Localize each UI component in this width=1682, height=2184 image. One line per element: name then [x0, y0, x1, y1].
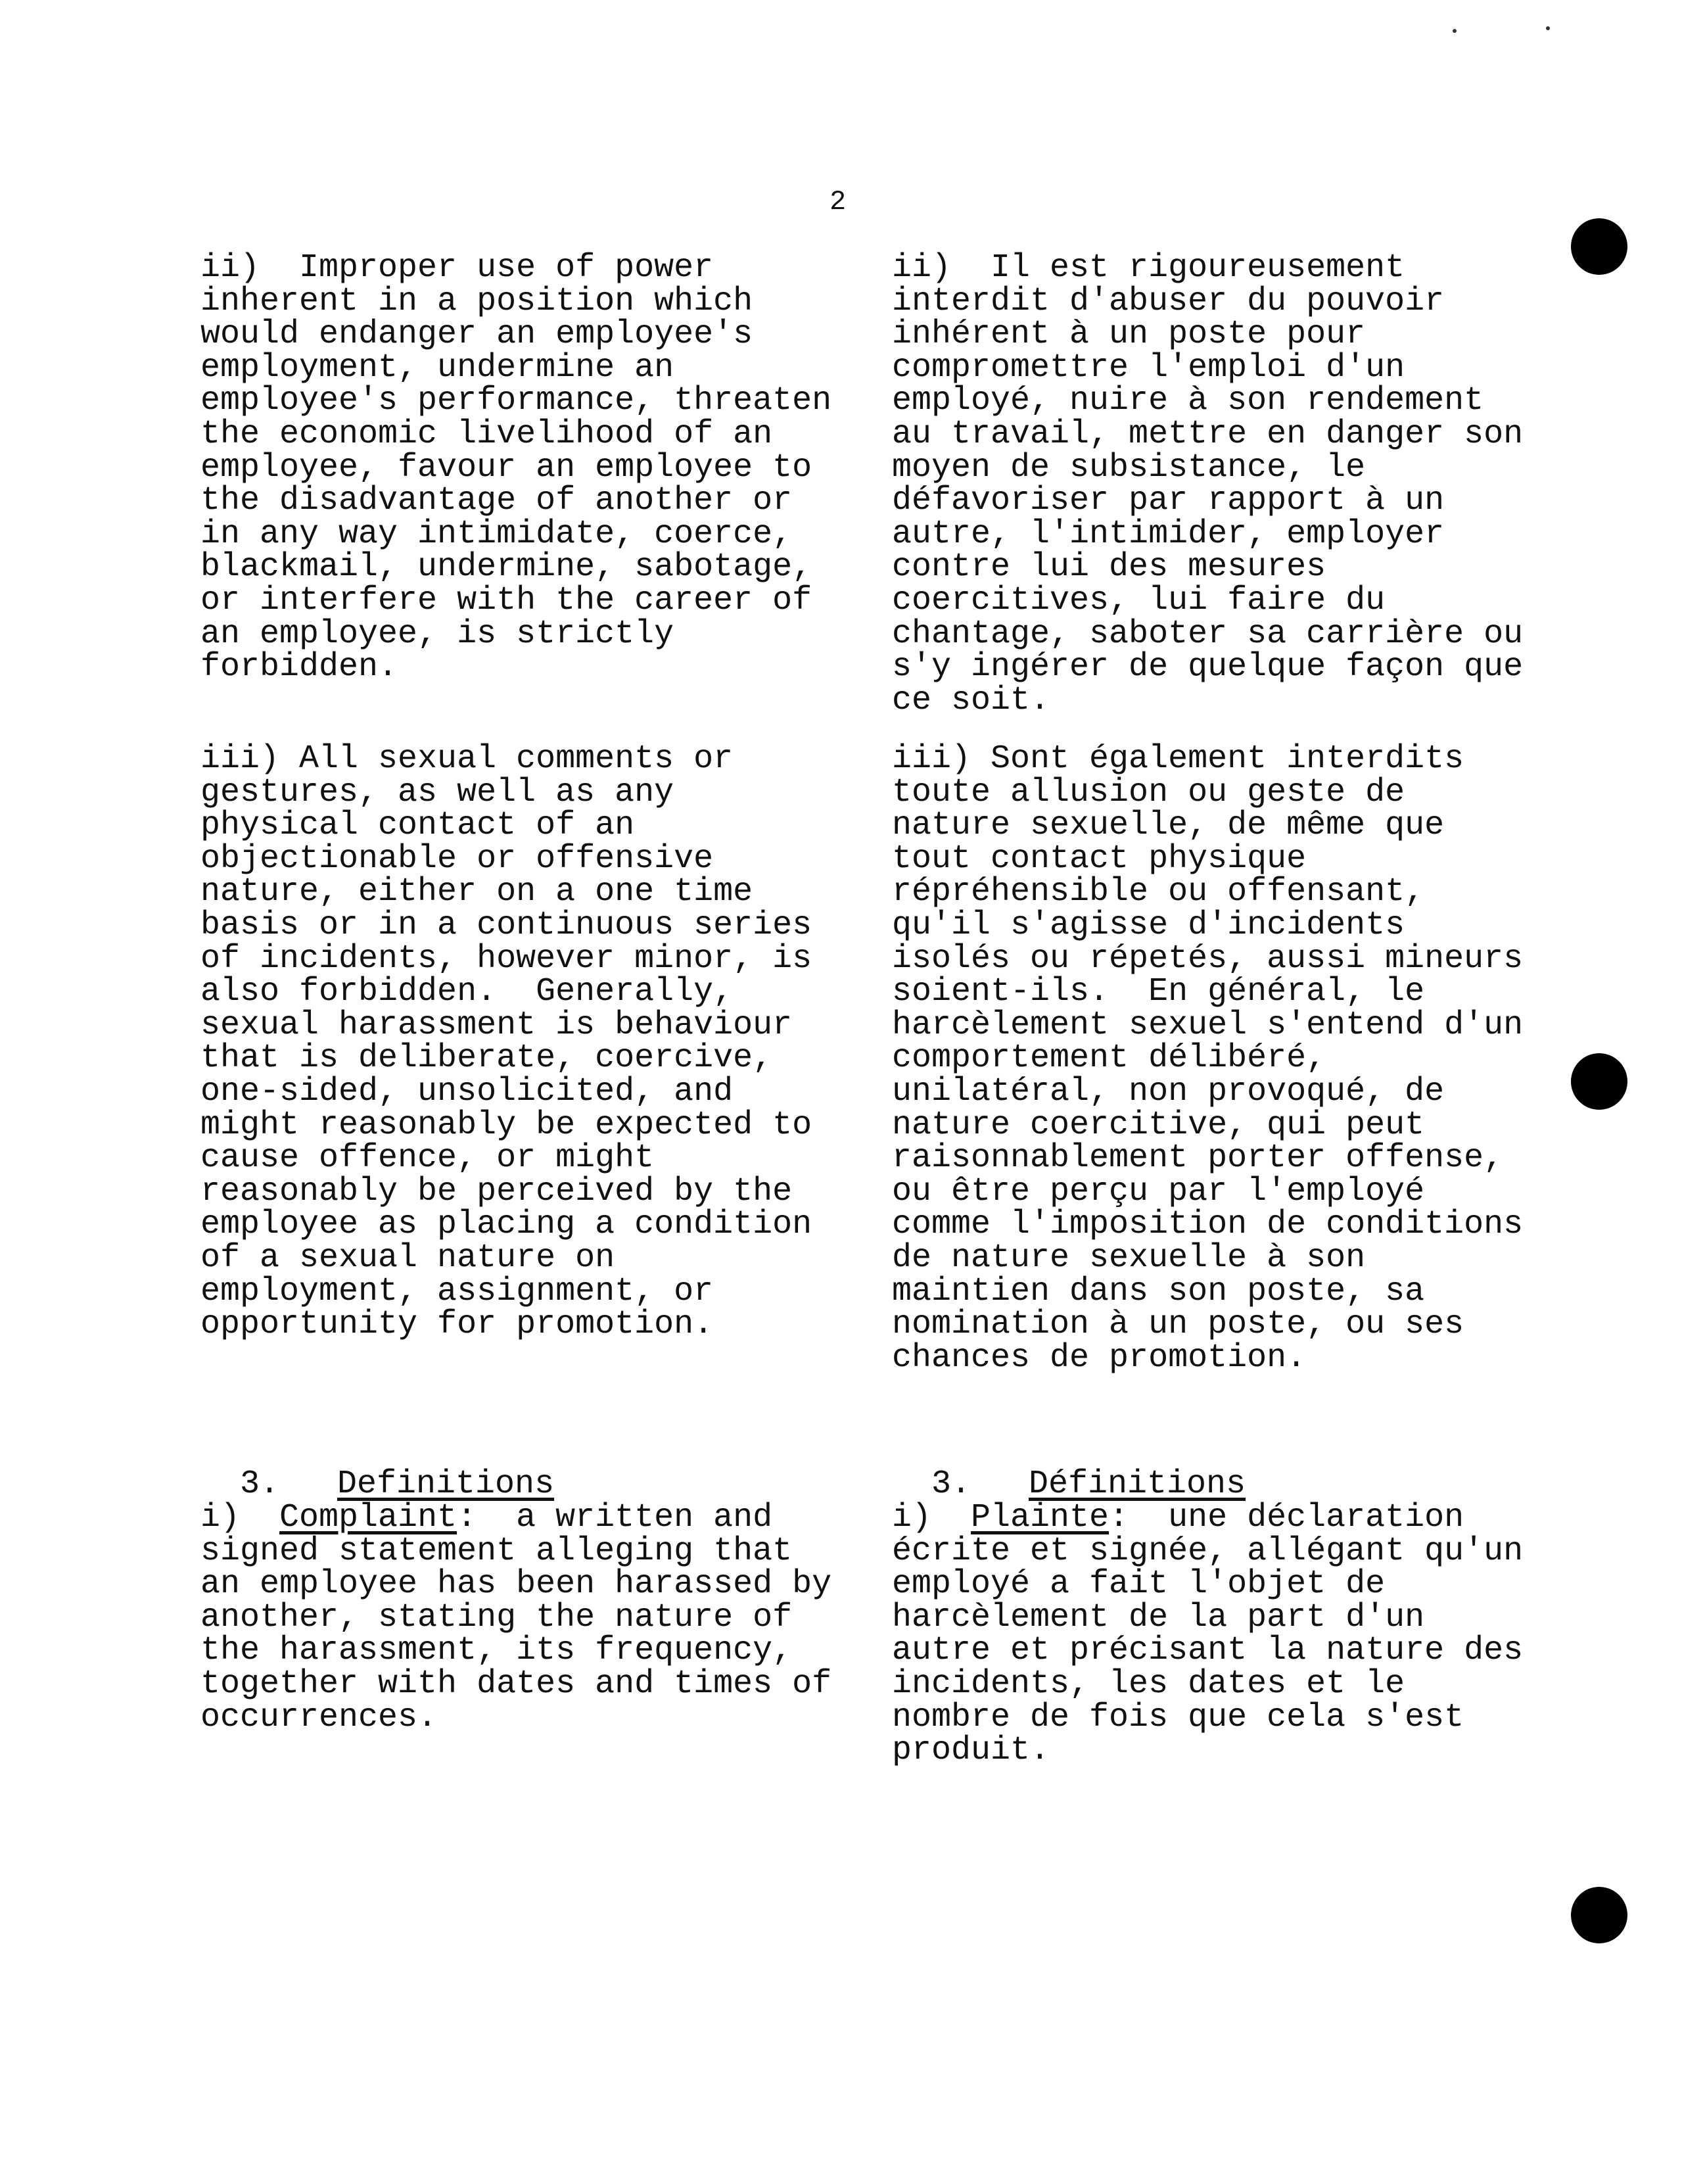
- french-definition-first-line: : une déclaration: [1109, 1499, 1464, 1536]
- page-number: 2: [829, 186, 847, 218]
- english-section-number: 3.: [240, 1465, 280, 1503]
- french-paragraph-ii: ii) Il est rigoureusement interdit d'abuser du pouvoir inhérent à un poste pour compromettre l'emploi d'un employé, nuire à son rendement au travail, mettre en danger son moyen de subsistance, le défavoriser par rapport à un autre, l'intimider, employer contre lui des mesures coercitives, lui faire du chantage, saboter sa carrière ou s'y ingérer de quelque façon que ce soit.: [892, 249, 1524, 719]
- french-definition-body: écrite et signée, allégant qu'un employé a fait l'objet de harcèlement de la part d'un autre et précisant la nature des incidents, les dates et le nombre de fois que cela s'est produit.: [892, 1532, 1524, 1770]
- english-paragraph-ii: ii) Improper use of power inherent in a position which would endanger an employee's employment, undermine an employee's performance, threaten the economic livelihood of an employee, favour an employee to the disadvantage of another or in any way intimidate, coerce, blackmail, undermine, sabotage, or interfere with the career of an employee, is strictly forbidden.: [200, 249, 832, 686]
- punch-hole-top: [1571, 218, 1627, 275]
- punch-hole-bottom: [1571, 1887, 1627, 1943]
- french-definition-term: Plainte: [971, 1499, 1110, 1536]
- french-definition-plainte: [892, 1499, 1524, 1770]
- english-definition-term: Complaint: [279, 1499, 457, 1536]
- english-paragraph-iii: iii) All sexual comments or gestures, as well as any physical contact of an objectionable or offensive nature, either on a one time basis or in a continuous series of incidents, however minor, is also forbidden. Generally, sexual harassment is behaviour that is deliberate, coercive, one-sided, unsolicited, and might reasonably be expected to cause offence, or might reasonably be perceived by the employee as placing a condition of a sexual nature on employment, assignment, or opportunity for promotion.: [200, 740, 812, 1344]
- english-definition-body: signed statement alleging that an employee has been harassed by another, stating the nature of the harassment, its frequency, together with dates and times of occurrences.: [200, 1532, 832, 1736]
- english-definition-first-line: : a written and: [457, 1499, 773, 1536]
- english-definition-prefix: i): [200, 1499, 280, 1536]
- french-section-number: 3.: [931, 1465, 971, 1503]
- scan-speck: [1453, 29, 1457, 33]
- french-section-title: Définitions: [1029, 1465, 1246, 1503]
- english-section-title: Definitions: [337, 1465, 555, 1503]
- punch-hole-middle: [1571, 1053, 1627, 1110]
- french-paragraph-iii: iii) Sont également interdits toute allusion ou geste de nature sexuelle, de même que tout contact physique répréhensible ou offensant, qu'il s'agisse d'incidents isolés ou répetés, aussi mineurs soient-ils. En général, le harcèlement sexuel s'entend d'un comportement délibéré, unilatéral, non provoqué, de nature coercitive, qui peut raisonnablement porter offense, ou être perçu par l'employé comme l'imposition de conditions de nature sexuelle à son maintien dans son poste, sa nomination à un poste, ou ses chances de promotion.: [892, 740, 1524, 1377]
- english-section-heading: [200, 1435, 554, 1501]
- english-definition-complaint: [200, 1499, 832, 1736]
- french-section-heading: [892, 1435, 1246, 1501]
- scan-speck: [1546, 26, 1550, 30]
- french-definition-prefix: i): [892, 1499, 971, 1536]
